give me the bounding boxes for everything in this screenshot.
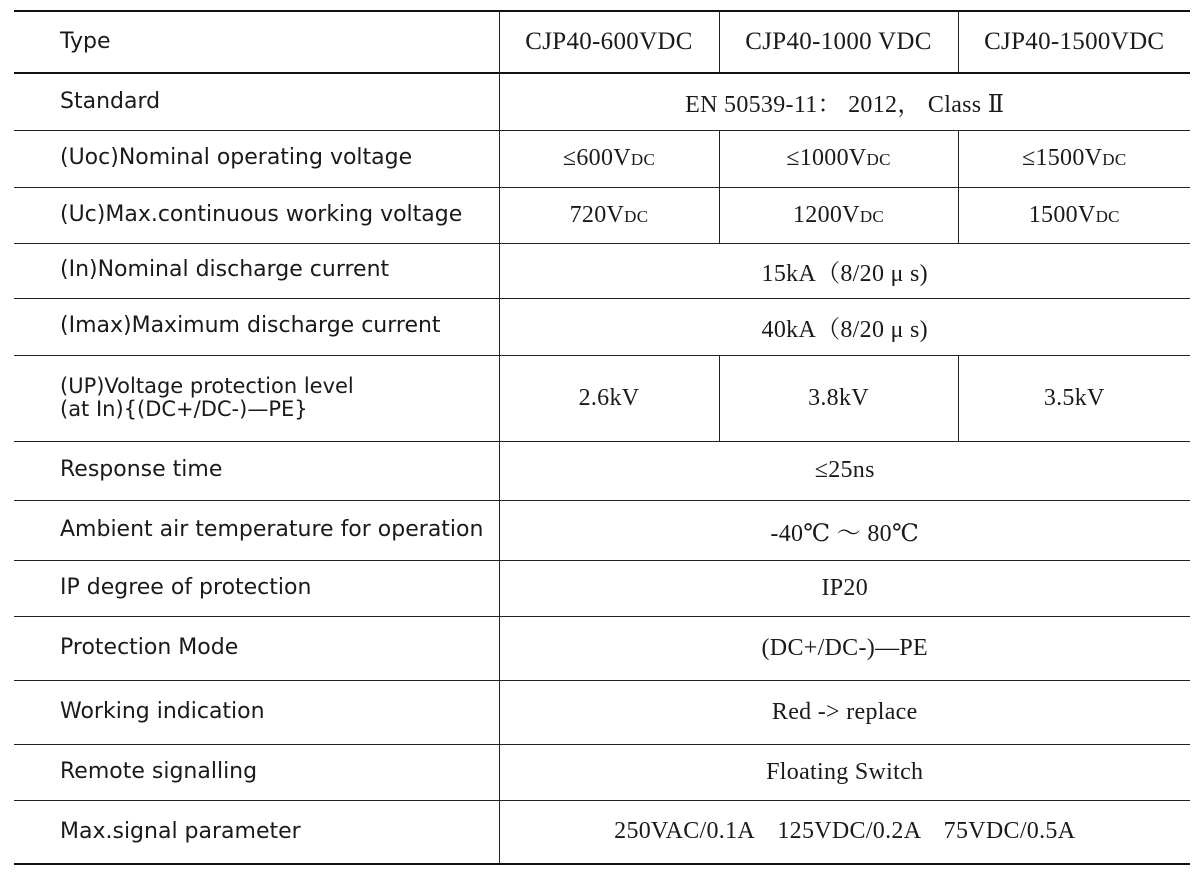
up-label-line2: (at In){(DC+/DC-)—PE} [60, 397, 308, 421]
imax-row [14, 298, 1190, 355]
protection-mode-value: (DC+/DC-)—PE [499, 616, 1190, 680]
in-row [14, 243, 1190, 298]
signal-value-3: 75VDC/0.5A [943, 818, 1076, 845]
signal-value [499, 800, 1190, 864]
standard-label: Standard [14, 73, 499, 130]
model-600: CJP40-600VDC [499, 11, 719, 73]
uc-label: (Uc)Max.continuous working voltage [14, 187, 499, 243]
up-value-1500: 3.5kV [958, 355, 1190, 441]
up-label-line1: (UP)Voltage protection level [60, 373, 354, 398]
response-value: ≤25ns [499, 441, 1190, 500]
protection-mode-row [14, 616, 1190, 680]
model-1000: CJP40-1000 VDC [719, 11, 958, 73]
ambient-row [14, 500, 1190, 560]
remote-row [14, 744, 1190, 800]
remote-label: Remote signalling [14, 744, 499, 800]
protection-mode-label: Protection Mode [14, 616, 499, 680]
up-row [14, 355, 1190, 441]
standard-value: EN 50539-11： 2012， Class Ⅱ [499, 73, 1190, 130]
ip-value: IP20 [499, 560, 1190, 616]
uc-row [14, 187, 1190, 243]
uoc-label: (Uoc)Nominal operating voltage [14, 130, 499, 187]
spec-table [14, 10, 1190, 865]
ip-label: IP degree of protection [14, 560, 499, 616]
uoc-value-1500: ≤1500VDC [958, 130, 1190, 187]
working-indication-row [14, 680, 1190, 744]
working-indication-value: Red -> replace [499, 680, 1190, 744]
uoc-value-600: ≤600VDC [499, 130, 719, 187]
up-value-600: 2.6kV [499, 355, 719, 441]
up-value-1000: 3.8kV [719, 355, 958, 441]
signal-row [14, 800, 1190, 864]
imax-value: 40kA（8/20 μ s) [499, 298, 1190, 355]
remote-value: Floating Switch [499, 744, 1190, 800]
in-label: (In)Nominal discharge current [14, 243, 499, 298]
signal-value-1: 250VAC/0.1A [614, 818, 756, 845]
response-row [14, 441, 1190, 500]
standard-row [14, 73, 1190, 130]
type-label: Type [14, 11, 499, 73]
ambient-value: -40℃ ～ 80℃ [499, 500, 1190, 560]
model-1500: CJP40-1500VDC [958, 11, 1190, 73]
signal-value-2: 125VDC/0.2A [777, 818, 922, 845]
header-row [14, 11, 1190, 73]
uoc-row [14, 130, 1190, 187]
ip-row [14, 560, 1190, 616]
imax-label: (Imax)Maximum discharge current [14, 298, 499, 355]
uc-value-1000: 1200VDC [719, 187, 958, 243]
uc-value-600: 720VDC [499, 187, 719, 243]
in-value: 15kA（8/20 μ s) [499, 243, 1190, 298]
uoc-value-1000: ≤1000VDC [719, 130, 958, 187]
signal-label: Max.signal parameter [14, 800, 499, 864]
response-label: Response time [14, 441, 499, 500]
uc-value-1500: 1500VDC [958, 187, 1190, 243]
ambient-label: Ambient air temperature for operation [14, 500, 499, 560]
working-indication-label: Working indication [14, 680, 499, 744]
up-label [14, 355, 499, 441]
